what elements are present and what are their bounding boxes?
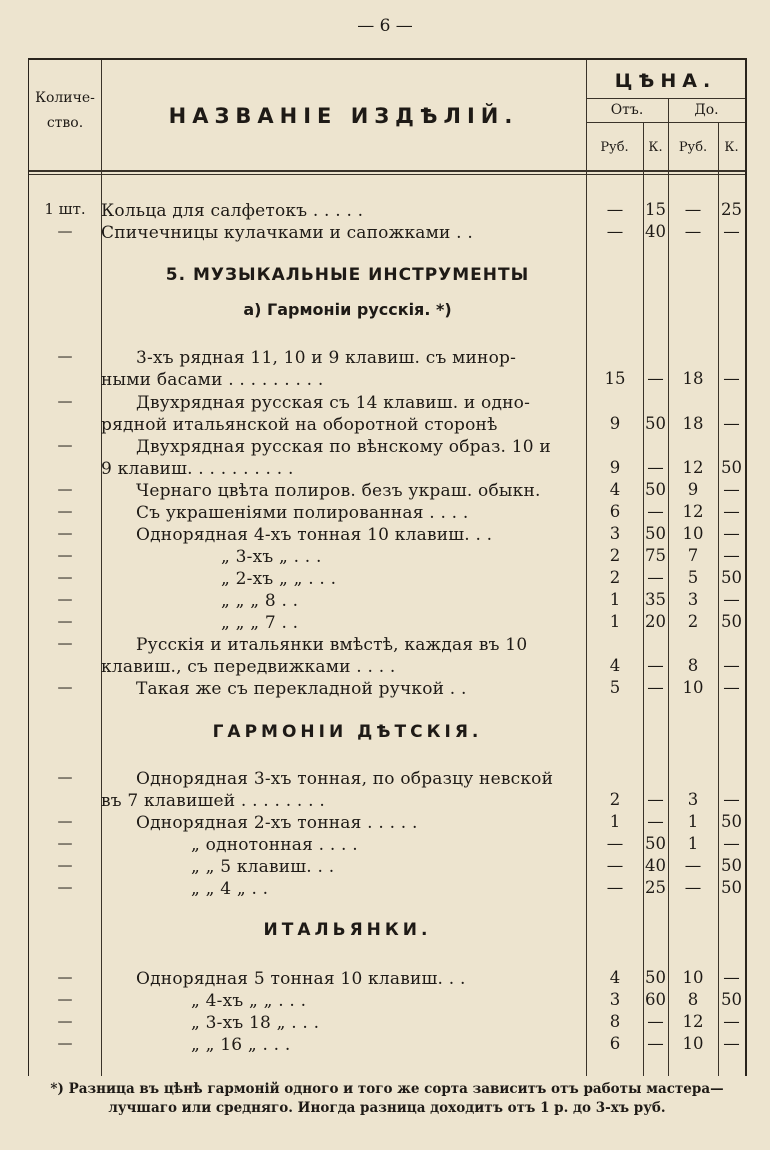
price-from-rub: 4 (609, 480, 621, 499)
price-to-rub: 18 (682, 369, 704, 388)
price-to-rub: 1 (687, 812, 699, 831)
price-to-rub: 7 (687, 546, 699, 565)
price-from-kop: — (647, 1012, 664, 1031)
price-to-rub: 2 (687, 612, 699, 631)
price-from-kop: 50 (645, 968, 666, 987)
row-quantity: — (57, 392, 73, 410)
price-from-kop: 15 (645, 200, 666, 219)
price-to-kop: — (723, 222, 740, 241)
price-to-rub: 18 (682, 414, 704, 433)
price-to-rub: 10 (682, 968, 704, 987)
price-to-kop: 50 (721, 458, 742, 477)
price-from-rub: 6 (609, 502, 621, 521)
price-to-rub: 12 (682, 502, 704, 521)
header-line-1 (586, 98, 745, 99)
price-from-rub: 2 (609, 546, 621, 565)
price-to-rub: 5 (687, 568, 699, 587)
price-from-rub: 4 (609, 656, 621, 675)
header-to-rub: Руб. (678, 140, 708, 155)
row-description: въ 7 клавишей . . . . . . . . (101, 791, 325, 811)
price-to-rub: 1 (687, 834, 699, 853)
row-quantity: — (57, 812, 73, 830)
row-description: „ „ 16 „ . . . (191, 1035, 291, 1055)
header-price: ЦѢНА. (614, 70, 717, 92)
row-quantity: — (57, 634, 73, 652)
row-description: Русскія и итальянки вмѣстѣ, каждая въ 10 (136, 635, 528, 655)
price-to-kop: — (723, 414, 740, 433)
price-to-kop: — (723, 656, 740, 675)
row-quantity: — (57, 568, 73, 586)
price-to-kop: — (723, 546, 740, 565)
price-to-kop: — (723, 834, 740, 853)
price-from-kop: — (647, 1034, 664, 1053)
row-description: Съ украшеніями полированная . . . . (136, 503, 469, 523)
price-from-kop: 50 (645, 480, 666, 499)
price-from-kop: — (647, 568, 664, 587)
price-from-rub: 3 (609, 524, 621, 543)
price-to-kop: — (723, 968, 740, 987)
row-quantity: — (57, 612, 73, 630)
price-to-kop: — (723, 524, 740, 543)
price-to-kop: 50 (721, 568, 742, 587)
row-description: Чернаго цвѣта полиров. безъ украш. обыкн. (136, 481, 541, 501)
row-quantity: — (57, 768, 73, 786)
row-quantity: — (57, 222, 73, 240)
row-quantity: — (57, 968, 73, 986)
price-to-kop: — (723, 1012, 740, 1031)
row-description: ными басами . . . . . . . . . (101, 370, 324, 390)
price-from-kop: 25 (645, 878, 666, 897)
price-to-kop: — (723, 790, 740, 809)
price-from-rub: 1 (609, 612, 621, 631)
price-to-kop: — (723, 1034, 740, 1053)
row-description: 3-хъ рядная 11, 10 и 9 клавиш. съ минор- (136, 348, 517, 368)
price-from-kop: — (647, 812, 664, 831)
row-description: Такая же съ перекладной ручкой . . (136, 679, 467, 699)
header-line-2 (586, 122, 745, 123)
header-bottom-line (29, 170, 745, 172)
row-description: Двухрядная русская съ 14 клавиш. и одно- (136, 393, 531, 413)
price-to-rub: 12 (682, 458, 704, 477)
section-music: 5. МУЗЫКАЛЬНЫЕ ИНСТРУМЕНТЫ (165, 265, 530, 285)
row-description: 9 клавиш. . . . . . . . . . (101, 459, 294, 479)
price-to-rub: 9 (687, 480, 699, 499)
price-to-kop: 50 (721, 990, 742, 1009)
price-from-rub: — (606, 200, 624, 219)
row-description: „ „ 5 клавиш. . . (191, 857, 335, 877)
price-from-kop: 60 (645, 990, 666, 1009)
price-from-rub: 2 (609, 790, 621, 809)
price-to-rub: 3 (687, 790, 699, 809)
row-quantity: — (57, 1012, 73, 1030)
header-to-kop: К. (724, 140, 739, 155)
price-from-kop: 35 (645, 590, 666, 609)
header-bottom-line-2 (29, 174, 745, 175)
price-to-rub: 10 (682, 524, 704, 543)
price-to-rub: 10 (682, 678, 704, 697)
price-from-rub: — (606, 878, 624, 897)
price-from-kop: — (647, 502, 664, 521)
row-description: „ 2-хъ „ „ . . . (221, 569, 337, 589)
row-quantity: — (57, 678, 73, 696)
price-to-rub: — (684, 222, 702, 241)
header-from-rub: Руб. (600, 140, 629, 155)
row-quantity: — (57, 1034, 73, 1052)
section-italian: ИТАЛЬЯНКИ. (263, 920, 432, 940)
price-to-rub: — (684, 878, 702, 897)
price-from-kop: 50 (645, 414, 666, 433)
price-table (28, 58, 747, 1076)
price-from-kop: 20 (645, 612, 666, 631)
row-quantity: — (57, 878, 73, 896)
section-children: ГАРМОНІИ ДѢТСКІЯ. (212, 722, 483, 742)
header-from: Отъ. (610, 102, 644, 118)
row-description: Однорядная 3-хъ тонная, по образцу невской (136, 769, 554, 789)
row-quantity: — (57, 990, 73, 1008)
price-to-rub: 8 (687, 656, 699, 675)
price-to-rub: 12 (682, 1012, 704, 1031)
price-from-rub: 4 (609, 968, 621, 987)
row-description: Двухрядная русская по вѣнскому образ. 10 и (136, 437, 551, 457)
row-description: Однорядная 4-хъ тонная 10 клавиш. . . (136, 525, 493, 545)
row-description: „ однотонная . . . . (191, 835, 358, 855)
price-to-rub: 8 (687, 990, 699, 1009)
header-name: НАЗВАНІЕ ИЗДѢЛІЙ. (168, 104, 519, 128)
row-quantity: — (57, 856, 73, 874)
price-from-rub: 15 (604, 369, 626, 388)
header-to: До. (694, 102, 719, 118)
price-from-rub: 8 (609, 1012, 621, 1031)
row-description: рядной итальянской на оборотной сторонѣ (101, 415, 498, 435)
header-qty: Количе-ство. (35, 90, 95, 131)
price-from-kop: — (647, 369, 664, 388)
price-to-kop: — (723, 678, 740, 697)
row-description: „ 3-хъ „ . . . (221, 547, 322, 567)
price-from-rub: 1 (609, 590, 621, 609)
price-to-kop: — (723, 480, 740, 499)
price-from-rub: 2 (609, 568, 621, 587)
page-number: — 6 — (357, 16, 413, 36)
row-description: клавиш., съ передвижками . . . . (101, 657, 396, 677)
row-description: „ „ „ 8 . . (221, 591, 299, 611)
row-description: Кольца для салфетокъ . . . . . (101, 201, 364, 221)
price-to-kop: 25 (721, 200, 742, 219)
row-quantity: — (57, 834, 73, 852)
price-from-rub: — (606, 834, 624, 853)
price-from-rub: 9 (609, 414, 621, 433)
price-from-rub: — (606, 222, 624, 241)
price-to-kop: 50 (721, 812, 742, 831)
price-to-rub: — (684, 200, 702, 219)
section-russian: а) Гармоніи русскія. *) (243, 300, 452, 319)
price-from-kop: 75 (645, 546, 666, 565)
price-to-kop: — (723, 502, 740, 521)
price-from-rub: 6 (609, 1034, 621, 1053)
price-from-kop: 50 (645, 524, 666, 543)
row-description: Спичечницы кулачками и сапожками . . (101, 223, 473, 243)
price-from-rub: 3 (609, 990, 621, 1009)
row-quantity: — (57, 502, 73, 520)
row-quantity: — (57, 436, 73, 454)
price-from-rub: 9 (609, 458, 621, 477)
row-quantity: — (57, 480, 73, 498)
price-to-rub: — (684, 856, 702, 875)
price-to-kop: — (723, 369, 740, 388)
row-quantity: — (57, 524, 73, 542)
row-description: „ „ 4 „ . . (191, 879, 269, 899)
price-from-kop: — (647, 790, 664, 809)
row-description: „ 3-хъ 18 „ . . . (191, 1013, 320, 1033)
row-description: Однорядная 2-хъ тонная . . . . . (136, 813, 418, 833)
row-quantity: 1 шт. (44, 200, 86, 218)
row-description: Однорядная 5 тонная 10 клавиш. . . (136, 969, 466, 989)
price-from-rub: — (606, 856, 624, 875)
price-to-kop: 50 (721, 878, 742, 897)
price-from-kop: 40 (645, 222, 666, 241)
price-to-rub: 3 (687, 590, 699, 609)
price-from-kop: — (647, 656, 664, 675)
price-to-kop: 50 (721, 856, 742, 875)
price-from-kop: 40 (645, 856, 666, 875)
price-from-kop: — (647, 678, 664, 697)
row-quantity: — (57, 546, 73, 564)
price-to-kop: 50 (721, 612, 742, 631)
price-from-kop: — (647, 458, 664, 477)
price-to-kop: — (723, 590, 740, 609)
row-quantity: — (57, 347, 73, 365)
row-quantity: — (57, 590, 73, 608)
price-from-rub: 5 (609, 678, 621, 697)
row-description: „ „ „ 7 . . (221, 613, 299, 633)
row-description: „ 4-хъ „ „ . . . (191, 991, 307, 1011)
price-to-rub: 10 (682, 1034, 704, 1053)
price-from-rub: 1 (609, 812, 621, 831)
price-from-kop: 50 (645, 834, 666, 853)
header-from-kop: К. (648, 140, 663, 155)
footnote: *) Разница въ цѣнѣ гармоній одного и того же сорта зависитъ отъ работы мастера—лучшаго или средняго. Иногда разница доходитъ отъ 1 р. до 3-хъ руб. (50, 1081, 724, 1116)
